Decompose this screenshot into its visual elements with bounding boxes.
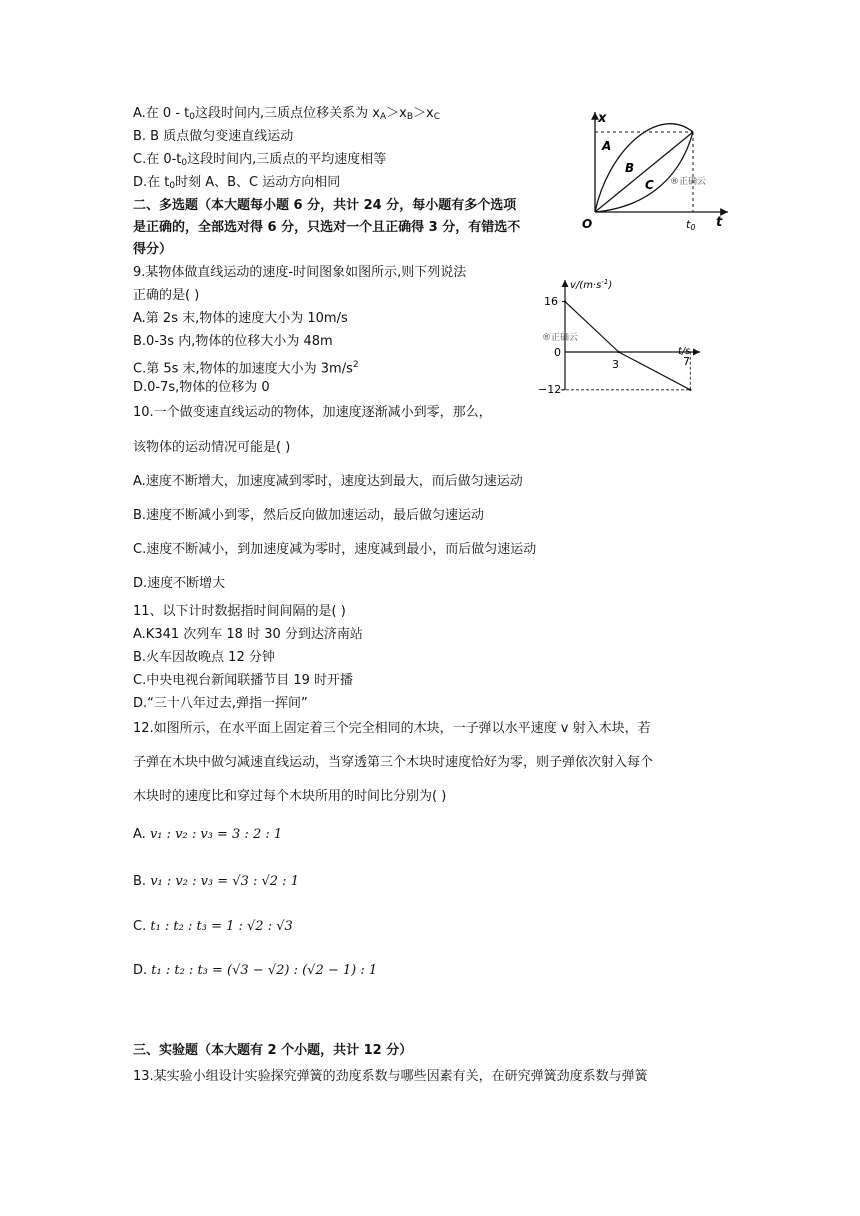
q9-option-b: B.0-3s 内,物体的位移大小为 48m (133, 334, 333, 349)
q9-option-d: D.0-7s,物体的位移为 0 (133, 380, 270, 395)
q12-option-a: A. v₁ : v₂ : v₃ = 3 : 2 : 1 (133, 827, 283, 842)
line-b-label: B (625, 161, 635, 175)
q8-option-b: B. B 质点做匀变速直线运动 (133, 129, 294, 144)
origin-label-2: 0 (554, 346, 561, 359)
q13-stem: 13.某实验小组设计实验探究弹簧的劲度系数与哪些因素有关，在研究弹簧劲度系数与弹簧 (133, 1069, 648, 1084)
x-axis-label: x (598, 111, 607, 126)
q10-option-b: B.速度不断减小到零，然后反向做加速运动，最后做匀速运动 (133, 508, 485, 523)
q11-option-b: B.火车因故晚点 12 分钟 (133, 650, 275, 665)
q11-option-d: D.“三十八年过去,弹指一挥间” (133, 696, 308, 711)
velocity-point (564, 300, 566, 302)
q10-option-a: A.速度不断增大，加速度减到零时，速度达到最大，而后做匀速运动 (133, 474, 523, 489)
q11-stem: 11、以下计时数据指时间间隔的是( ) (133, 604, 346, 619)
watermark: ®正确云 (670, 177, 707, 187)
tick-label-neg12: −12 (538, 383, 562, 396)
t0-label: t0 (686, 218, 696, 232)
q10-option-c: C.速度不断减小，到加速度减为零时，速度减到最小，而后做匀速运动 (133, 542, 537, 557)
t-axis-label: t (716, 215, 723, 230)
q11-option-c: C.中央电视台新闻联播节目 19 时开播 (133, 673, 354, 688)
tick-label-3: 3 (612, 358, 619, 371)
q12-option-c: C. t₁ : t₂ : t₃ = 1 : √2 : √3 (133, 919, 293, 934)
q9-stem-line2: 正确的是( ) (133, 288, 200, 303)
figure-v-t-graph (528, 276, 708, 398)
watermark-2: ®正确云 (542, 333, 579, 343)
v-axis-label: $v/(m\cdot s^{-1})$ (570, 278, 613, 291)
q9-option-a: A.第 2s 末,物体的速度大小为 10m/s (133, 311, 348, 326)
velocity-segment (565, 302, 619, 352)
velocity-segment (619, 352, 691, 390)
tick-label-16: 16 (544, 295, 558, 308)
section3-heading: 三、实验题（本大题有 2 个小题，共计 12 分） (133, 1043, 413, 1058)
q9-stem-line1: 9.某物体做直线运动的速度-时间图象如图所示,则下列说法 (133, 265, 467, 280)
q8-option-d: D.在 $t_0$时刻 A、B、C 运动方向相同 (133, 175, 341, 191)
q12-stem-line2: 子弹在木块中做匀减速直线运动，当穿透第三个木块时速度恰好为零，则子弹依次射入每个 (133, 755, 654, 770)
q10-option-d: D.速度不断增大 (133, 576, 226, 591)
t-axis-label-2: t/s (678, 346, 691, 357)
q10-stem-line1: 10.一个做变速直线运动的物体，加速度逐渐减小到零，那么， (133, 405, 492, 420)
section2-heading-line2: 是正确的，全部选对得 6 分，只选对一个且正确得 3 分，有错选不 (133, 220, 521, 235)
figure-x-t-graph (578, 106, 738, 234)
q11-option-a: A.K341 次列车 18 时 30 分到达济南站 (133, 627, 363, 642)
q12-option-d: D. t₁ : t₂ : t₃ = (√3 − √2) : (√2 − 1) : 1 (133, 963, 378, 978)
origin-label: O (582, 217, 593, 231)
curve-a-label: A (602, 139, 612, 153)
tick-label-7: 7 (683, 355, 690, 368)
q10-stem-line2: 该物体的运动情况可能是( ) (133, 440, 291, 455)
section2-heading-line3: 得分） (133, 242, 173, 257)
q12-stem-line3: 木块时的速度比和穿过每个木块所用的时间比分别为( ) (133, 789, 447, 804)
curve-c-label: C (645, 178, 654, 192)
velocity-point (689, 389, 691, 391)
q12-option-b: B. v₁ : v₂ : v₃ = √3 : √2 : 1 (133, 874, 299, 889)
q8-option-c: C.在 $0-t_0$这段时间内,三质点的平均速度相等 (133, 152, 387, 168)
q12-stem-line1: 12.如图所示，在水平面上固定着三个完全相同的木块，一子弹以水平速度 v 射入木块，若 (133, 721, 651, 736)
velocity-point (618, 351, 620, 353)
section2-heading-line1: 二、多选题（本大题每小题 6 分，共计 24 分，每小题有多个选项 (133, 198, 517, 213)
q9-option-c: C.第 5s 末,物体的加速度大小为 $3m/s^2$ (133, 360, 359, 377)
q8-option-a: A.在 $0 - t_0$这段时间内,三质点位移关系为 $x_A>x_B>x_C$ (133, 106, 441, 122)
